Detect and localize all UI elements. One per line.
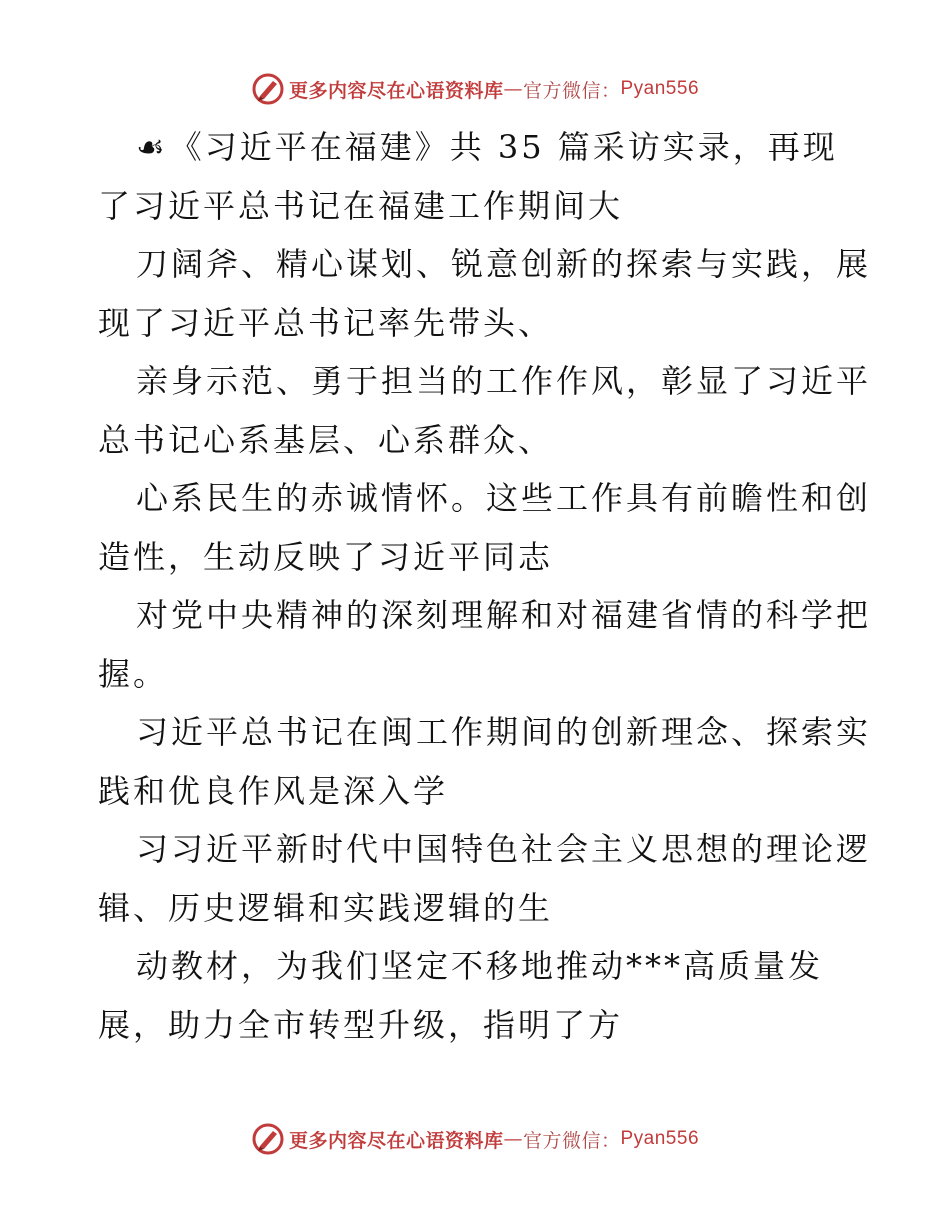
header-watermark [0, 72, 950, 106]
text-line: 践和优良作风是深入学 [98, 771, 449, 810]
text-line: 习近平总书记在闽工作期间的创新理念、探索实 [136, 713, 872, 751]
text-line: 心系民生的赤诚情怀。这些工作具有前瞻性和创 [136, 479, 872, 517]
text-line: 动教材，为我们坚定不移地推动***高质量发 [136, 947, 824, 985]
banner-wechat-id: Pyan556 [620, 78, 700, 99]
banner-main-text: 更多内容尽在心语资料库 [288, 1129, 504, 1152]
banner-wechat-label: 官方微信： [522, 1129, 621, 1152]
text-line: 刀阔斧、精心谋划、锐意创新的探索与实践，展 [136, 245, 872, 283]
text-line: 现了习近平总书记率先带头、 [98, 303, 554, 342]
text-line: 辑、历史逻辑和实践逻辑的生 [98, 888, 554, 927]
footer-watermark [0, 1122, 950, 1156]
banner-dash: — [503, 78, 523, 100]
banner-main-text: 更多内容尽在心语资料库 [288, 79, 504, 102]
banner-wechat-id: Pyan556 [620, 1128, 700, 1149]
brush-logo-icon [251, 72, 285, 106]
text-line: 了习近平总书记在福建工作期间大 [98, 186, 624, 225]
text-line: 总书记心系基层、心系群众、 [98, 420, 554, 459]
banner-wechat-label: 官方微信： [522, 79, 621, 102]
banner-dash: — [503, 1128, 523, 1150]
brush-logo-icon [251, 1122, 285, 1156]
document-body [98, 118, 872, 1054]
text-line: 亲身示范、勇于担当的工作作风，彰显了习近平 [136, 362, 872, 400]
text-line: 对党中央精神的深刻理解和对福建省情的科学把 [136, 596, 872, 634]
text-line: 握。 [98, 654, 169, 693]
text-line: 造性，生动反映了习近平同志 [98, 537, 554, 576]
fleuron-icon: ☙ [136, 128, 168, 166]
text-line: 习习近平新时代中国特色社会主义思想的理论逻 [136, 830, 872, 868]
text-line: 展，助力全市转型升级，指明了方 [98, 1005, 624, 1044]
text-line: ☙《习近平在福建》共 35 篇采访实录，再现 [136, 128, 838, 166]
